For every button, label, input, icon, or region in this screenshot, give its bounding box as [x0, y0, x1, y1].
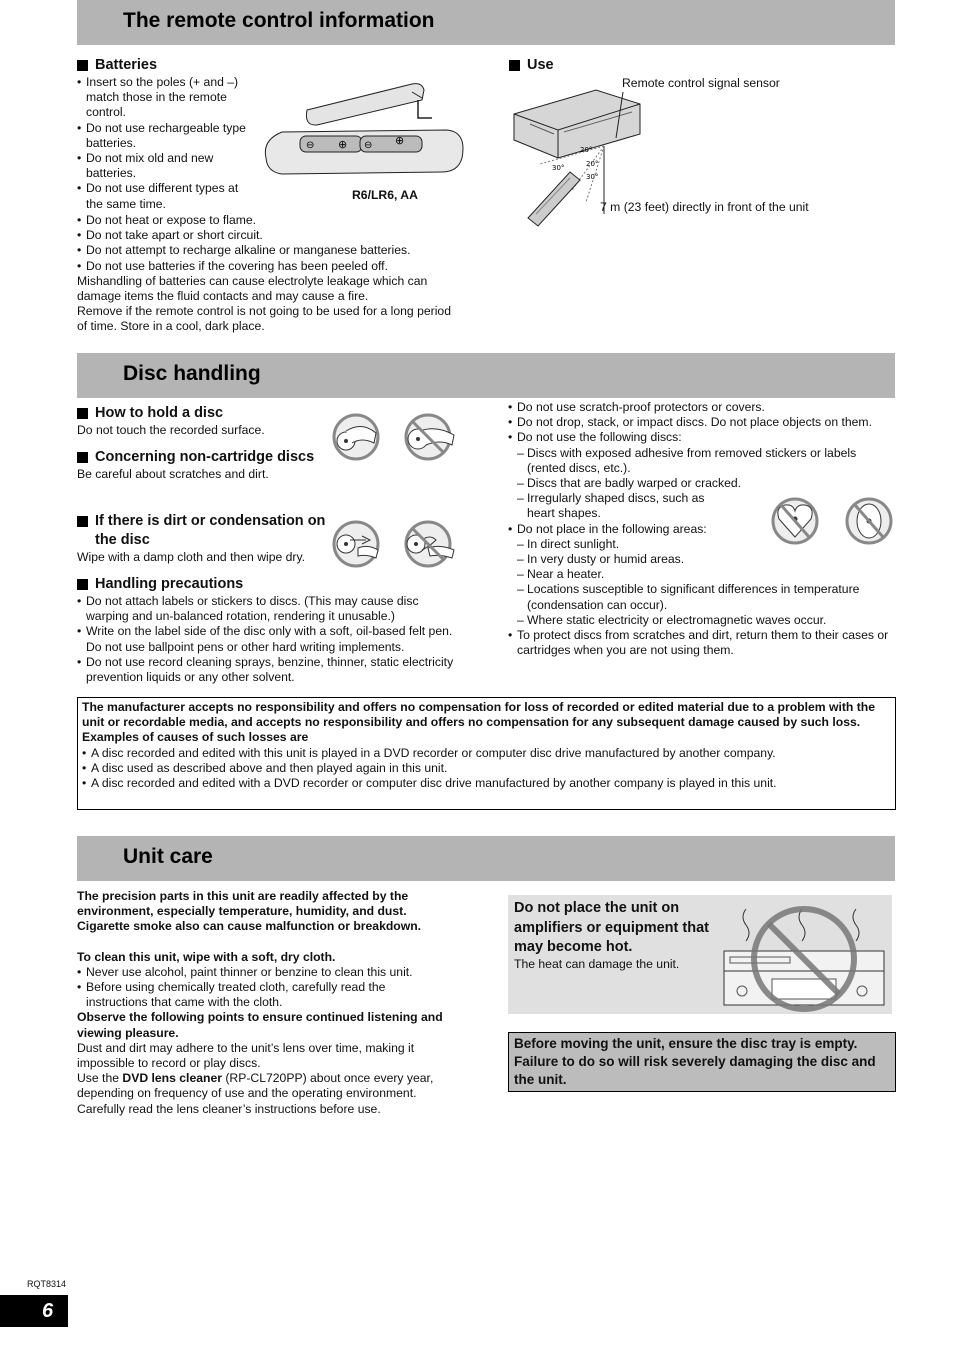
batteries-block-lower: [77, 213, 477, 335]
heat-warning-box: [508, 895, 892, 1014]
dust-text: Dust and dirt may adhere to the unit’s lens over time, making it impossible to record or play discs.: [77, 1040, 415, 1071]
liability-text: The manufacturer accepts no responsibility and offers no compensation for loss of recorded or edited material due to a problem with the unit or recordable media, and accepts no responsibility and offers no compensation for any subsequent damage caused by such loss.: [82, 700, 876, 730]
battery-item: • Do not heat or expose to flame.: [77, 213, 477, 228]
disc-area-item: – Where static electricity or electromagnetic waves occur.: [508, 613, 898, 628]
cracked-disc-wrong-icon: [845, 497, 893, 545]
batteries-block: [77, 56, 267, 212]
noncartridge-heading: Concerning non-cartridge discs: [77, 448, 317, 467]
disc-area-item: – Near a heater.: [508, 567, 898, 582]
batteries-warning: Mishandling of batteries can cause electrolyte leakage which can damage items the fluid contacts and may cause a fire.: [77, 273, 428, 304]
lens-instructions-text: Carefully read the lens cleaner’s instructions before use.: [77, 1101, 381, 1116]
disc-rule-item: • Do not use the following discs:: [508, 430, 898, 445]
sensor-label: Remote control signal sensor: [622, 76, 780, 90]
loss-example: • A disc recorded and edited with a DVD recorder or computer disc drive manufactured by another company is played in this unit.: [82, 776, 891, 791]
battery-item: • Insert so the poles (+ and –) match those in the remote control.: [77, 75, 267, 121]
move-warning-text: Before moving the unit, ensure the disc tray is empty. Failure to do so will risk severely damaging the disc and the unit.: [514, 1036, 876, 1087]
use-block: [509, 56, 554, 75]
disc-clean-correct-icon: [332, 520, 382, 568]
handling-item: • Do not use record cleaning sprays, benzine, thinner, static electricity prevention liquids or any other solvent.: [77, 655, 457, 685]
disc-rule-item: • Do not drop, stack, or impact discs. Do not place objects on them.: [508, 415, 898, 430]
disc-section-banner: [77, 353, 895, 398]
unit-intro: The precision parts in this unit are readily affected by the environment, especially temperature, humidity, and dust. Cigarette smoke also can cause malfunction or breakdown.: [77, 889, 422, 934]
battery-item: • Do not attempt to recharge alkaline or manganese batteries.: [77, 243, 477, 258]
battery-item: • Do not mix old and new batteries.: [77, 151, 232, 181]
svg-text:⊖: ⊖: [364, 140, 373, 151]
svg-text:⊖: ⊖: [306, 140, 315, 151]
handling-block: [77, 575, 457, 685]
angle-label: 20°: [580, 146, 593, 154]
dirt-heading: If there is dirt or condensation on the disc: [77, 512, 327, 550]
distance-label: 7 m (23 feet) directly in front of the unit: [600, 200, 809, 214]
disc-clean-wrong-icon: [400, 520, 460, 568]
handling-heading: Handling precautions: [77, 575, 457, 594]
use-heading: Use: [509, 56, 554, 75]
handling-item: • Write on the label side of the disc only with a soft, oil-based felt pen. Do not use ballpoint pens or other hard writing implements.: [77, 624, 457, 654]
noncartridge-text: Be careful about scratches and dirt.: [77, 467, 269, 481]
batteries-list: [77, 75, 267, 212]
disc-rule-item: • Do not use scratch-proof protectors or covers.: [508, 400, 898, 415]
heat-warning-heading: Do not place the unit on amplifiers or equipment that may become hot.: [514, 900, 709, 955]
page-number: 6: [42, 1300, 54, 1322]
battery-item: • Do not use batteries if the covering has been peeled off.: [77, 259, 477, 274]
disc-hold-correct-icon: [332, 413, 382, 461]
disc-rule-item: • To protect discs from scratches and dirt, return them to their cases or cartridges when you are not using them.: [508, 628, 898, 658]
lens-cleaner-text: Use the DVD lens cleaner (RP-CL720PP) about once every year, depending on frequency of use and the operating environment.: [77, 1071, 434, 1101]
disc-type-item: – Discs that are badly warped or cracked.: [508, 476, 898, 491]
batteries-storage: Remove if the remote control is not going to be used for a long period of time. Store in a cool, dark place.: [77, 304, 451, 334]
svg-text:⊕: ⊕: [338, 138, 348, 151]
batteries-heading: Batteries: [77, 56, 267, 75]
battery-item: • Do not take apart or short circuit.: [77, 228, 477, 243]
remote-section-banner: [77, 0, 895, 45]
battery-item: • Do not use rechargeable type batteries.: [77, 121, 262, 151]
angle-label: 20°: [586, 160, 599, 168]
loss-example: • A disc recorded and edited with this unit is played in a DVD recorder or computer disc drive manufactured by another company.: [82, 746, 891, 761]
handling-item: • Do not attach labels or stickers to discs. (This may cause disc warping and un-balanced rotation, rendering it unusable.): [77, 594, 457, 624]
battery-type-label: R6/LR6, AA: [352, 188, 418, 202]
angle-label: 30°: [552, 164, 565, 172]
battery-remote-illustration: [262, 80, 467, 180]
dirt-block: [77, 512, 327, 565]
loss-example: • A disc used as described above and then played again in this unit.: [82, 761, 891, 776]
remote-section-title: The remote control information: [123, 9, 435, 32]
examples-heading: Examples of causes of such losses are: [82, 730, 309, 745]
move-warning-box: [508, 1032, 896, 1092]
angle-label: 30°: [586, 173, 599, 181]
disc-area-item: – In direct sunlight.: [508, 537, 898, 552]
disc-area-item: – Locations susceptible to significant differences in temperature (condensation can occur).: [508, 582, 898, 612]
observe-text: Observe the following points to ensure continued listening and viewing pleasure.: [77, 1010, 443, 1040]
dirt-text: Wipe with a damp cloth and then wipe dry.: [77, 550, 306, 564]
disc-section-title: Disc handling: [123, 362, 261, 385]
unit-section-title: Unit care: [123, 845, 213, 868]
disc-right-column: [508, 400, 898, 658]
disc-area-item: – In very dusty or humid areas.: [508, 552, 898, 567]
unit-care-text: [77, 889, 467, 1117]
unit-on-amplifier-wrong-icon: [722, 901, 890, 1013]
heat-warning-text: The heat can damage the unit.: [514, 957, 680, 971]
noncartridge-block: [77, 448, 317, 482]
model-code: RQT8314: [27, 1279, 67, 1289]
liability-notice: [77, 697, 896, 810]
clean-heading: To clean this unit, wipe with a soft, dry cloth.: [77, 949, 336, 964]
battery-item: • Do not use different types at the same time.: [77, 181, 252, 211]
page-number-tab: [0, 1295, 68, 1327]
disc-type-item: – Irregularly shaped discs, such as heart shapes.: [508, 491, 733, 521]
disc-rule-item: • Do not place in the following areas:: [508, 522, 898, 537]
hold-disc-block: [77, 404, 327, 438]
clean-item: • Never use alcohol, paint thinner or benzine to clean this unit.: [77, 965, 467, 980]
heart-disc-wrong-icon: [771, 497, 819, 545]
handling-list: [77, 594, 457, 685]
unit-section-banner: [77, 836, 895, 881]
hold-disc-text: Do not touch the recorded surface.: [77, 423, 265, 437]
clean-item: • Before using chemically treated cloth, carefully read the instructions that came with the cloth.: [77, 980, 417, 1010]
hold-disc-heading: How to hold a disc: [77, 404, 327, 423]
lens-cleaner-name: DVD lens cleaner: [122, 1071, 222, 1086]
disc-type-item: – Discs with exposed adhesive from removed stickers or labels (rented discs, etc.).: [508, 446, 898, 476]
disc-hold-wrong-icon: [400, 413, 460, 461]
svg-text:⊕: ⊕: [395, 134, 405, 147]
